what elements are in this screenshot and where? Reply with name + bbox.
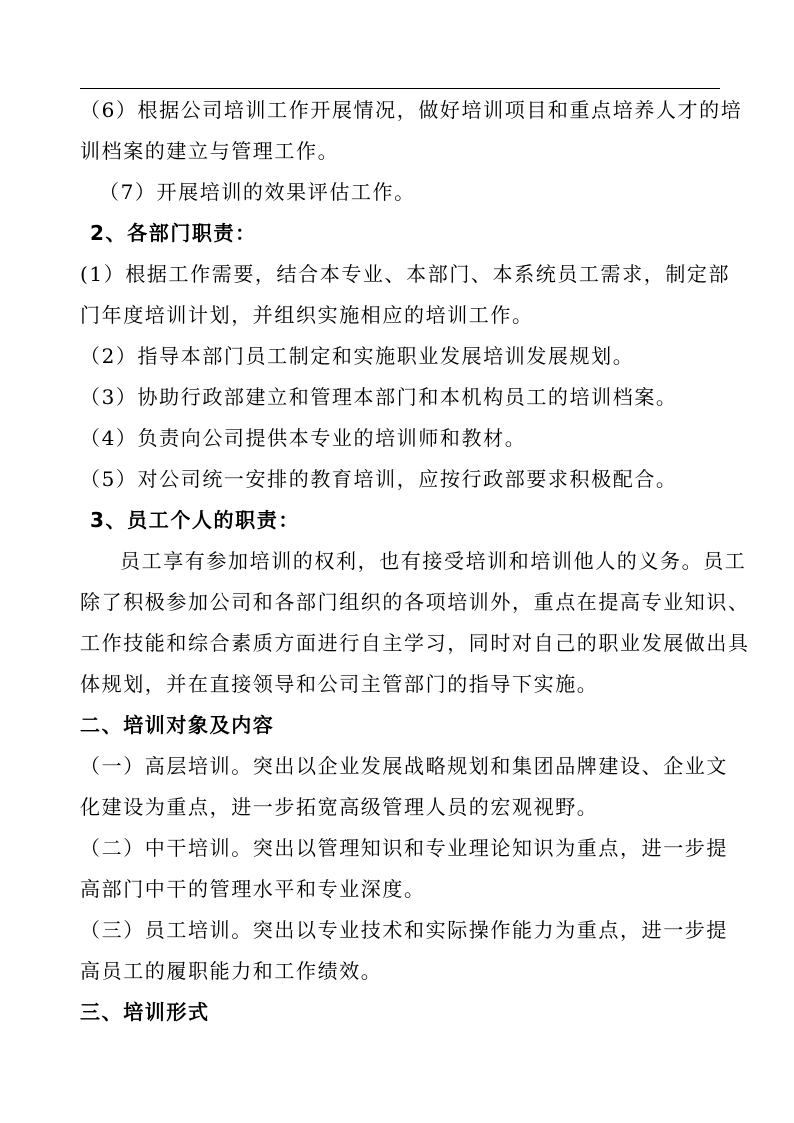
text-line: （一）高层培训。突出以企业发展战略规划和集团品牌建设、企业文 bbox=[80, 754, 728, 778]
header-rule bbox=[80, 88, 720, 89]
text-line: 化建设为重点，进一步拓宽高级管理人员的宏观视野。 bbox=[80, 795, 599, 819]
text-line: 工作技能和综合素质方面进行自主学习，同时对自己的职业发展做出具 bbox=[80, 631, 750, 655]
text-line: 高员工的履职能力和工作绩效。 bbox=[80, 959, 383, 983]
text-line: （7）开展培训的效果评估工作。 bbox=[99, 180, 416, 204]
text-line: （二）中干培训。突出以管理知识和专业理论知识为重点，进一步提 bbox=[80, 836, 728, 860]
text-line: （5）对公司统一安排的教育培训，应按行政部要求积极配合。 bbox=[80, 467, 678, 491]
section-heading: 3、员工个人的职责： bbox=[90, 508, 300, 532]
text-line: （2）指导本部门员工制定和实施职业发展培训发展规划。 bbox=[80, 344, 635, 368]
document-page bbox=[80, 90, 750, 1033]
chapter-heading: 二、培训对象及内容 bbox=[80, 713, 275, 737]
text-line: (1）根据工作需要，结合本专业、本部门、本系统员工需求，制定部 bbox=[80, 262, 731, 286]
text-line: （4）负责向公司提供本专业的培训师和教材。 bbox=[80, 426, 527, 450]
text-line: 训档案的建立与管理工作。 bbox=[80, 139, 340, 163]
text-line: 门年度培训计划，并组织实施相应的培训工作。 bbox=[80, 303, 534, 327]
text-line: （3）协助行政部建立和管理本部门和本机构员工的培训档案。 bbox=[80, 385, 678, 409]
text-line: （三）员工培训。突出以专业技术和实际操作能力为重点，进一步提 bbox=[80, 918, 728, 942]
text-line: （6）根据公司培训工作开展情况，做好培训项目和重点培养人才的培 bbox=[80, 98, 743, 122]
text-line: 员工享有参加培训的权利，也有接受培训和培训他人的义务。员工 bbox=[120, 549, 747, 573]
text-line: 高部门中干的管理水平和专业深度。 bbox=[80, 877, 426, 901]
section-heading: 2、各部门职责： bbox=[90, 221, 257, 245]
text-line: 除了积极参加公司和各部门组织的各项培训外，重点在提高专业知识、 bbox=[80, 590, 750, 614]
text-line: 体规划，并在直接领导和公司主管部门的指导下实施。 bbox=[80, 672, 599, 696]
chapter-heading: 三、培训形式 bbox=[80, 1000, 210, 1024]
